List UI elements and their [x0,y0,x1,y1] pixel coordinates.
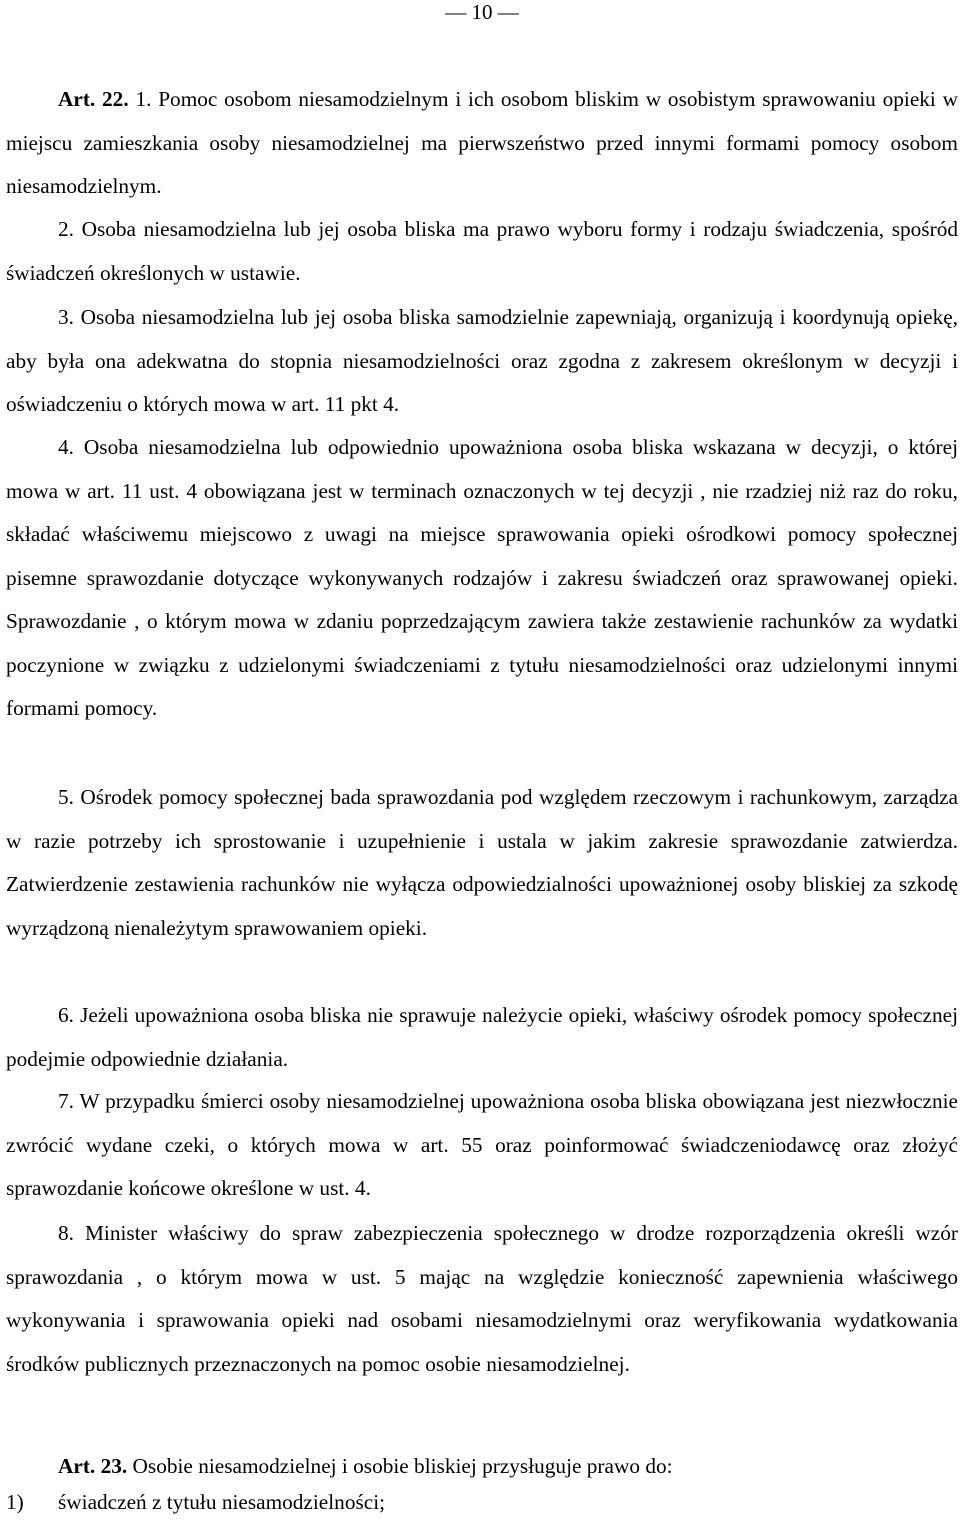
art22-p1-number: 1. [135,87,152,111]
art22-paragraph-3: 3. Osoba niesamodzielna lub jej osoba bliska samodzielnie zapewniają, organizują i koordynują opiekę, aby była ona adekwatna do stopnia niesamodzielności oraz zgodna z zakresem określonym w decyzji i oświadczeniu o których mowa w art. 11 pkt 4. [6,305,958,416]
art23-paragraph [6,1445,958,1489]
page-number: — 10 — [445,0,519,24]
list-item-text: świadczeń z tytułu niesamodzielności; [58,1490,386,1514]
list-item [6,1487,958,1517]
art23-label: Art. 23. [58,1454,128,1478]
list-item-marker: 1) [6,1490,24,1514]
document-page [6,0,958,1514]
art23-text: Osobie niesamodzielnej i osobie bliskiej przysługuje prawo do: [132,1454,673,1478]
art22-paragraph-2: 2. Osoba niesamodzielna lub jej osoba bliska ma prawo wyboru formy i rodzaju świadczenia, spośród świadczeń określonych w ustawie. [6,217,958,285]
art22-paragraph-6: 6. Jeżeli upoważniona osoba bliska nie sprawuje należycie opieki, właściwy ośrodek pomocy społecznej podejmie odpowiednie działania. [6,1003,958,1071]
art22-p1-text: Pomoc osobom niesamodzielnym i ich osobom bliskim w osobistym sprawowaniu opieki w miejscu zamieszkania osoby niesamodzielnej ma pierwszeństwo przed innymi formami pomocy osobom niesamodzielnym. [6,87,958,198]
art22-paragraph-7: 7. W przypadku śmierci osoby niesamodzielnej upoważniona osoba bliska obowiązana jest niezwłocznie zwrócić wydane czeki, o których mowa w art. 55 oraz poinformować świadczeniodawcę oraz złożyć sprawozdanie końcowe określone w ust. 4. [6,1089,958,1200]
art22-paragraph-4: 4. Osoba niesamodzielna lub odpowiednio upoważniona osoba bliska wskazana w decyzji, o której mowa w art. 11 ust. 4 obowiązana jest w terminach oznaczonych w tej decyzji , nie rzadziej niż raz do roku, składać właściwemu miejscowo z uwagi na miejsce sprawowania opieki ośrodkowi pomocy społecznej pisemne sprawozdanie dotyczące wykonywanych rodzajów i zakresu świadczeń oraz sprawowanej opieki. Sprawozdanie , o którym mowa w zdaniu poprzedzającym zawiera także zestawienie rachunków za wydatki poczynione w związku z udzielonymi świadczeniami z tytułu niesamodzielności oraz udzielonymi innymi formami pomocy. [6,435,958,720]
art22-label: Art. 22. [58,87,129,111]
art22-paragraph-8: 8. Minister właściwy do spraw zabezpieczenia społecznego w drodze rozporządzenia określi wzór sprawozdania , o którym mowa w ust. 5 mając na względzie konieczność zapewnienia właściwego wykonywania i sprawowania opieki nad osobami niesamodzielnymi oraz weryfikowania wydatkowania środków publicznych przeznaczonych na pomoc osobie niesamodzielnej. [6,1221,958,1376]
art22-paragraph-5: 5. Ośrodek pomocy społecznej bada sprawozdania pod względem rzeczowym i rachunkowym, zarządza w razie potrzeby ich sprostowanie i uzupełnienie i ustala w jakim zakresie sprawozdanie zatwierdza. Zatwierdzenie zestawienia rachunków nie wyłącza odpowiedzialności upoważnionej osoby bliskiej za szkodę wyrządzoną nienależytym sprawowaniem opieki. [6,785,958,940]
art22-paragraph-1 [6,78,958,209]
